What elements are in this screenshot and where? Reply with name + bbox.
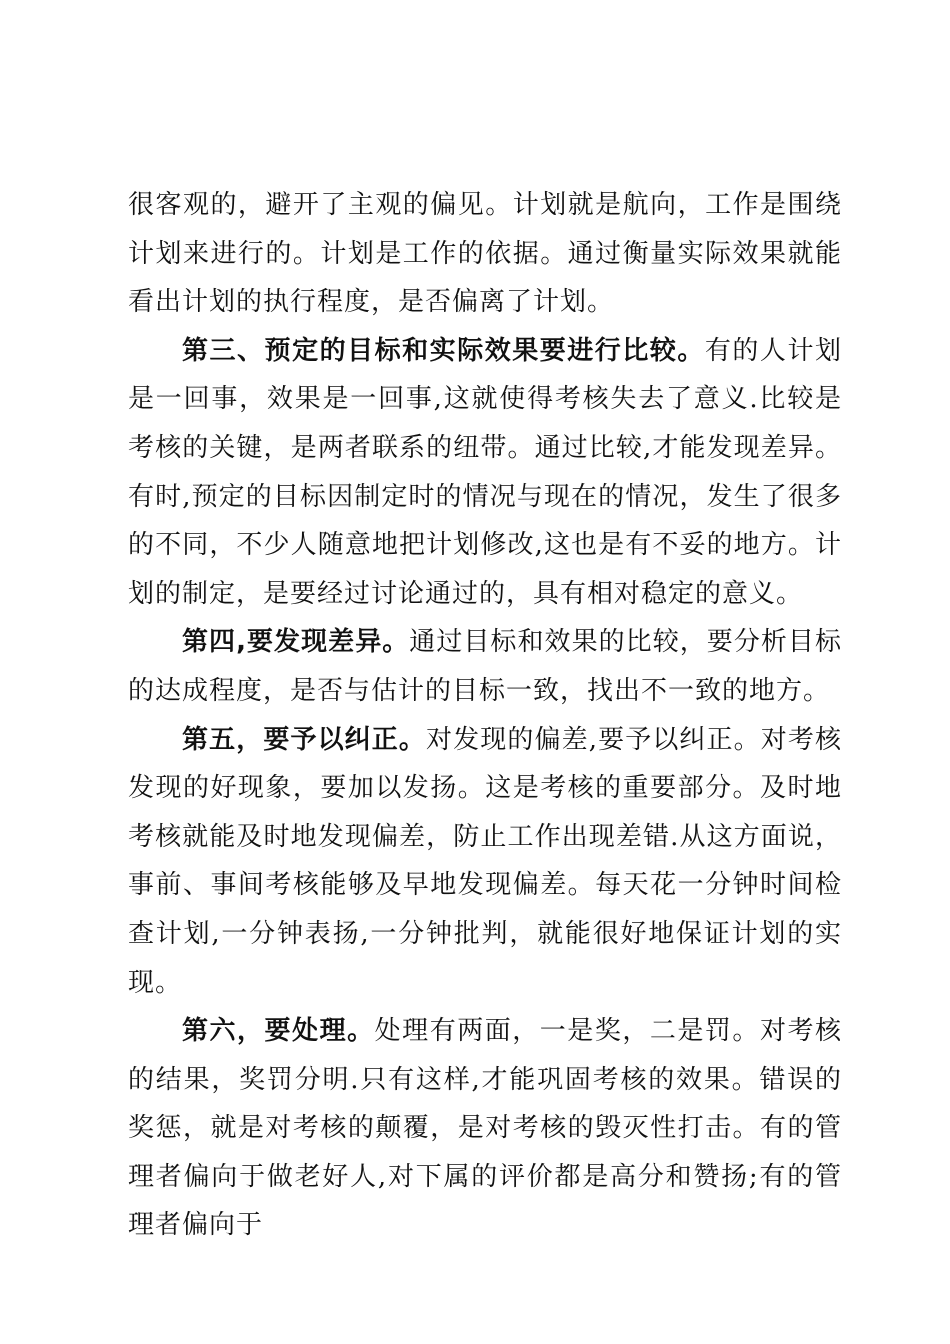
paragraph-text: 通过目标和效果的比较，要分析目标的达成程度，是否与估计的目标一致，找出不一致的地方。: [128, 627, 842, 706]
paragraph-text: 很客观的，避开了主观的偏见。计划就是航向，工作是围绕计划来进行的。计划是工作的依据。通过衡量实际效果就能看出计划的执行程度，是否偏离了计划。: [128, 190, 842, 318]
paragraph-heading: 第五，要予以纠正。: [182, 724, 427, 755]
document-body: [128, 181, 842, 1250]
paragraph-continuation: [128, 181, 842, 327]
paragraph-sixth: [128, 1007, 842, 1250]
paragraph-heading: 第六，要处理。: [182, 1016, 375, 1047]
paragraph-third: [128, 327, 842, 619]
paragraph-text: 对发现的偏差,要予以纠正。对考核发现的好现象，要加以发扬。这是考核的重要部分。及时地考核就能及时地发现偏差，防止工作出现差错.从这方面说，事前、事间考核能够及早地发现偏差。每天花一分钟时间检查计划,一分钟表扬,一分钟批判，就能很好地保证计划的实现。: [128, 724, 842, 998]
paragraph-heading: 第四,要发现差异。: [182, 627, 410, 658]
paragraph-text: 有的人计划是一回事，效果是一回事,这就使得考核失去了意义.比较是考核的关键，是两者联系的纽带。通过比较,才能发现差异。有时,预定的目标因制定时的情况与现在的情况，发生了很多的不同，不少人随意地把计划修改,这也是有不妥的地方。计划的制定，是要经过讨论通过的，具有相对稳定的意义。: [128, 335, 842, 609]
paragraph-text: 处理有两面，一是奖，二是罚。对考核的结果，奖罚分明.只有这样,才能巩固考核的效果。错误的奖惩，就是对考核的颠覆，是对考核的毁灭性打击。有的管理者偏向于做老好人,对下属的评价都是高分和赞扬;有的管理者偏向于: [128, 1016, 842, 1241]
paragraph-heading: 第三、预定的目标和实际效果要进行比较。: [182, 335, 705, 366]
paragraph-fifth: [128, 716, 842, 1008]
paragraph-fourth: [128, 618, 842, 715]
